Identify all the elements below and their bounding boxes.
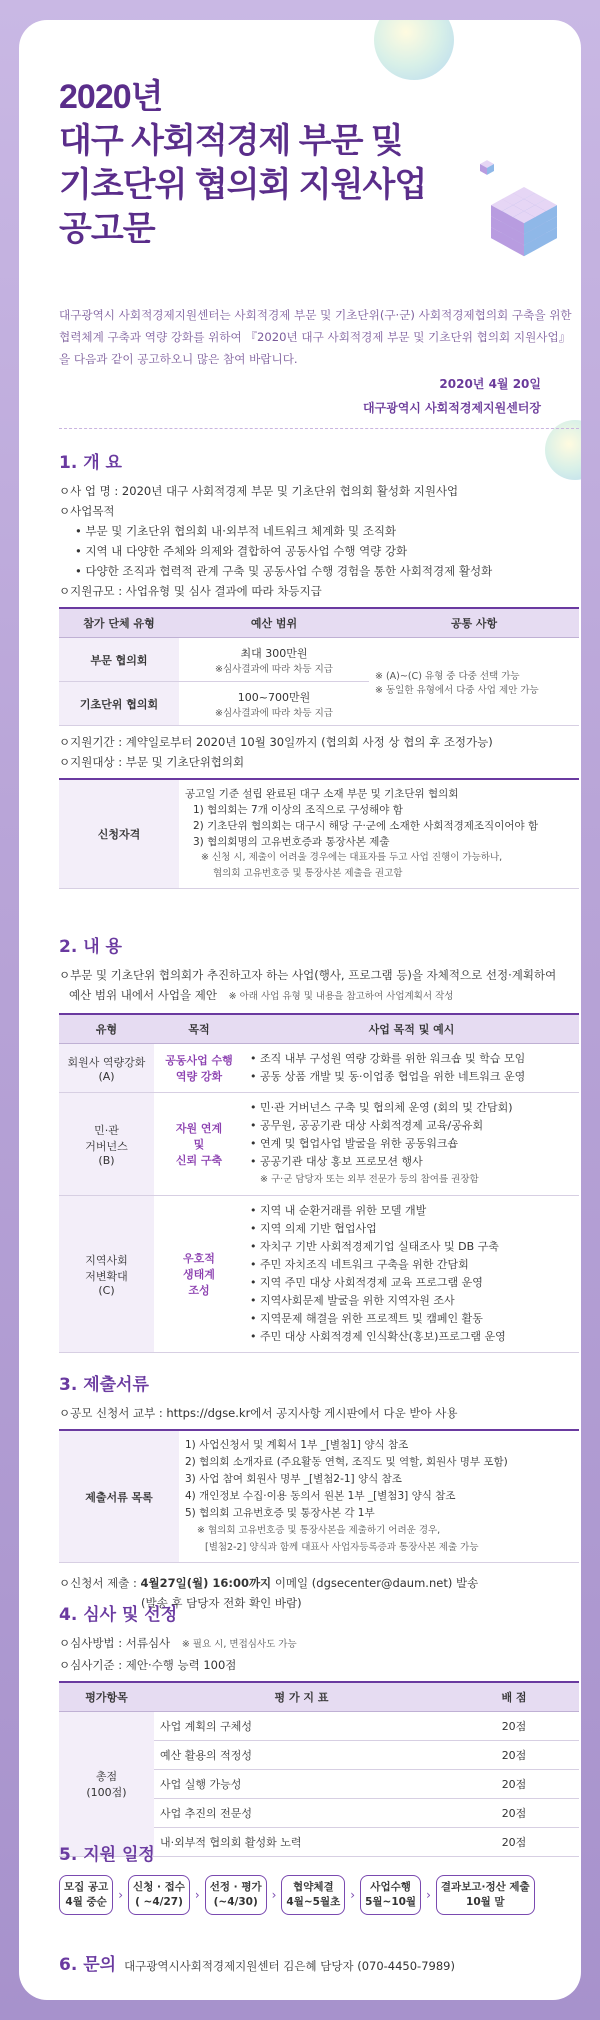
schedule-step: [205, 1875, 267, 1915]
example-item: • 주민 자치조직 네트워크 구축을 위한 간담회: [250, 1258, 469, 1271]
table-cell: [179, 682, 369, 726]
table-header: 공통 사항: [369, 608, 579, 638]
score-cell: 20점: [449, 1828, 579, 1857]
table-row: [59, 1712, 579, 1741]
table-header: 예산 범위: [179, 608, 369, 638]
example-item: • 연계 및 협업사업 발굴을 위한 공동워크숍: [250, 1137, 459, 1150]
step-period: ( ~4/27): [135, 1896, 183, 1908]
submission-note: (발송 후 담당자 전화 확인 바람): [141, 1596, 302, 1610]
example-item: • 지역문제 해결을 위한 프로젝트 및 캠페인 활동: [250, 1312, 483, 1325]
qualification-table: [59, 778, 579, 889]
table-header: 배 점: [449, 1682, 579, 1712]
content-description-2: 예산 범위 내에서 사업을 제안: [69, 988, 217, 1002]
example-item: • 지역사회문제 발굴을 위한 지역자원 조사: [250, 1294, 455, 1307]
step-period: 10월 말: [466, 1896, 505, 1908]
evaluation-criteria: ㅇ심사기준 : 제안·수행 능력 100점: [59, 1658, 237, 1672]
total-points: (100점): [86, 1786, 127, 1799]
table-header: 참가 단체 유형: [59, 608, 179, 638]
budget-note: ※심사결과에 따라 차등 지급: [215, 663, 333, 675]
hero-title: [59, 75, 426, 251]
document-note: ※ 협의회 고유번호증 및 통장사본을 제출하기 어려운 경우,: [197, 1525, 441, 1536]
criterion-cell: 사업 실행 가능성: [154, 1770, 449, 1799]
budget-amount: 100~700만원: [237, 690, 311, 704]
section-schedule: [59, 1840, 579, 1915]
form-download-notice: ㅇ공모 신청서 교부 : https://dgse.kr에서 공지사항 게시판에서 다운 받아 사용: [59, 1406, 458, 1420]
example-cell: [244, 1093, 579, 1196]
title-year: 2020년: [59, 78, 163, 116]
document-item: 1) 사업신청서 및 계획서 1부 _[별첨1] 양식 참조: [185, 1439, 409, 1451]
example-cell: [244, 1196, 579, 1353]
submission-prefix: ㅇ신청서 제출 :: [59, 1576, 141, 1590]
document-note: [별첨2-2] 양식과 함께 대표사 사업자등록증과 통장사본 제출 가능: [205, 1542, 479, 1553]
score-cell: 20점: [449, 1712, 579, 1741]
type-cell: [59, 1196, 154, 1353]
schedule-step: [59, 1875, 113, 1915]
section-title: 2. 내 용: [59, 937, 122, 957]
support-target: ㅇ지원대상 : 부문 및 기초단위협의회: [59, 755, 245, 769]
table-header: 사업 목적 및 예시: [244, 1014, 579, 1044]
evaluation-method: ㅇ심사방법 : 서류심사: [59, 1636, 171, 1650]
table-header: 유형: [59, 1014, 154, 1044]
step-label: 모집 공고: [64, 1881, 109, 1893]
type-line: (A): [98, 1069, 115, 1083]
score-cell: 20점: [449, 1799, 579, 1828]
project-type-table: [59, 1013, 579, 1353]
title-line-1: 대구 사회적경제 부문 및: [59, 122, 403, 160]
table-cell: 신청자격: [59, 779, 179, 889]
budget-amount: 최대 300만원: [240, 646, 308, 660]
intro-paragraph: 대구광역시 사회적경제지원센터는 사회적경제 부문 및 기초단위(구·군) 사회적경제협의회 구축을 위한 협력체계 구축과 역량 강화를 위하여 『2020년 대구 사회적경제 부문 및 기초단위 협의회 지원사업』을 다음과 같이 공고하오니 많은 참여 바랍니다.: [59, 308, 572, 366]
type-line: 민·관: [94, 1123, 119, 1137]
criterion-cell: 내·외부적 협의회 활성화 노력: [154, 1828, 449, 1857]
notice-card: [19, 20, 581, 2000]
schedule-step: [128, 1875, 190, 1915]
section-title: 1. 개 요: [59, 453, 122, 473]
document-item: 4) 개인정보 수집·이용 동의서 원본 1부 _[별첨3] 양식 참조: [185, 1490, 456, 1502]
schedule-step: [436, 1875, 535, 1915]
type-cell: [59, 1093, 154, 1196]
step-label: 사업수행: [370, 1881, 411, 1893]
section-title: 3. 제출서류: [59, 1375, 149, 1395]
table-cell: 제출서류 목록: [59, 1430, 179, 1563]
criterion-cell: 예산 활용의 적정성: [154, 1741, 449, 1770]
qualification-content: [179, 779, 579, 889]
section-title: 4. 심사 및 선정: [59, 1605, 178, 1625]
example-item: • 조직 내부 구성원 역량 강화를 위한 워크숍 및 학습 모임: [250, 1052, 526, 1065]
criterion-cell: 사업 계획의 구체성: [154, 1712, 449, 1741]
common-note: ※ 동일한 유형에서 다중 사업 제안 가능: [375, 684, 539, 696]
common-notes: [369, 638, 579, 726]
arrow-right-icon: ›: [350, 1888, 356, 1902]
qualification-note: 협의회 고유번호증 및 통장사본 제출을 권고함: [213, 868, 403, 879]
submission-deadline: 4월27일(월) 16:00까지: [140, 1576, 272, 1590]
example-item: • 공무원, 공공기관 대상 사회적경제 교육/공유회: [250, 1119, 484, 1132]
common-note: ※ (A)~(C) 유형 중 다중 선택 가능: [375, 670, 520, 682]
example-item: • 민·관 거버넌스 구축 및 협의체 운영 (회의 및 간담회): [250, 1101, 513, 1114]
section-documents: [59, 1370, 579, 1613]
purpose-line: 신뢰 구축: [175, 1154, 223, 1167]
table-header: 목적: [154, 1014, 244, 1044]
purpose-cell: [154, 1093, 244, 1196]
project-name: ㅇ사 업 명 : 2020년 대구 사회적경제 부문 및 기초단위 협의회 활성화 지원사업: [59, 484, 459, 498]
type-cell: [59, 1044, 154, 1093]
table-header: 평 가 지 표: [154, 1682, 449, 1712]
score-cell: 20점: [449, 1741, 579, 1770]
title-line-3: 공고문: [59, 210, 155, 248]
total-label: 총점: [95, 1770, 118, 1783]
purpose-line: 역량 강화: [175, 1070, 223, 1083]
documents-table: [59, 1429, 579, 1563]
qualification-item: 3) 협의회명의 고유번호증과 통장사본 제출: [193, 836, 390, 848]
example-item: • 지역 의제 기반 협업사업: [250, 1222, 377, 1235]
step-label: 협약체결: [293, 1881, 334, 1893]
example-item: • 공동 상품 개발 및 동·이업종 협업을 위한 네트워크 운영: [250, 1070, 526, 1083]
content-description: ㅇ부문 및 기초단위 협의회가 추진하고자 하는 사업(행사, 프로그램 등)을 자체적으로 선정·계획하여: [59, 968, 557, 982]
cube-illustration: [459, 150, 581, 280]
step-label: 신청 · 접수: [133, 1881, 185, 1893]
type-line: (C): [98, 1283, 115, 1297]
type-line: 지역사회: [85, 1253, 128, 1267]
document-item: 3) 사업 참여 회원사 명부 _[별첨2-1] 양식 참조: [185, 1473, 402, 1485]
purpose-line: 공동사업 수행: [165, 1054, 233, 1067]
example-item: • 지역 내 순환거래를 위한 모델 개발: [250, 1204, 427, 1217]
purpose-line: 조성: [188, 1284, 210, 1297]
arrow-right-icon: ›: [426, 1888, 431, 1902]
score-cell: 20점: [449, 1770, 579, 1799]
evaluation-method-note: ※ 필요 시, 면접심사도 가능: [181, 1639, 297, 1650]
step-label: 선정 · 평가: [209, 1881, 262, 1893]
example-item: • 공공기관 대상 홍보 프로모션 행사: [250, 1155, 423, 1168]
documents-list: [179, 1430, 579, 1563]
qualification-item: 공고일 기준 설립 완료된 대구 소재 부문 및 기초단위 협의회: [185, 788, 459, 800]
step-period: 4월~5월초: [286, 1896, 341, 1908]
purpose-line: 자원 연계: [175, 1122, 223, 1135]
example-item: • 자치구 기반 사회적경제기업 실태조사 및 DB 구축: [250, 1240, 499, 1253]
purpose-cell: [154, 1196, 244, 1353]
qualification-item: 1) 협의회는 7개 이상의 조직으로 구성해야 함: [193, 804, 403, 816]
example-note: ※ 구·군 담당자 또는 외부 전문가 등의 참여를 권장함: [260, 1174, 479, 1185]
purpose-item: • 지역 내 다양한 주체와 의제와 결합하여 공동사업 수행 역량 강화: [75, 544, 408, 558]
section-title: 6. 문의: [59, 1955, 117, 1975]
organization-name: 대구광역시 사회적경제지원센터장: [362, 401, 541, 415]
type-line: (B): [98, 1153, 115, 1167]
purpose-line: 및: [193, 1138, 205, 1151]
example-item: • 주민 대상 사회적경제 인식확산(홍보)프로그램 운영: [250, 1330, 506, 1343]
table-header: 평가항목: [59, 1682, 154, 1712]
table-cell: 부문 협의회: [59, 638, 179, 682]
purpose-cell: [154, 1044, 244, 1093]
section-content: [59, 932, 579, 1353]
document-item: 2) 협의회 소개자료 (주요활동 연혁, 조직도 및 역할, 회원사 명부 포함): [185, 1456, 508, 1468]
qualification-note: ※ 신청 시, 제출이 어려울 경우에는 대표자를 두고 사업 진행이 가능하나,: [201, 852, 503, 863]
type-line: 회원사 역량강화: [67, 1055, 146, 1069]
submission-method: 이메일 (dgsecenter@daum.net) 발송: [271, 1576, 479, 1590]
arrow-right-icon: ›: [118, 1888, 124, 1902]
type-line: 저변확대: [85, 1269, 128, 1283]
support-period: ㅇ지원기간 : 계약일로부터 2020년 10월 30일까지 (협의회 사정 상 협의 후 조정가능): [59, 735, 493, 749]
table-cell: 기초단위 협의회: [59, 682, 179, 726]
document-item: 5) 협의회 고유번호증 및 통장사본 각 1부: [185, 1507, 375, 1519]
submission-info: [59, 1573, 579, 1593]
section-evaluation: [59, 1600, 579, 1857]
example-item: • 지역 주민 대상 사회적경제 교육 프로그램 운영: [250, 1276, 483, 1289]
section-divider: [59, 428, 579, 429]
announcement-date-block: [363, 372, 541, 420]
table-cell: [179, 638, 369, 682]
purpose-line: 우호적: [183, 1252, 215, 1265]
purpose-line: 생태계: [183, 1268, 215, 1281]
decorative-sphere-top: [374, 20, 454, 80]
contact-info: 대구광역시사회적경제지원센터 김은혜 담당자 (070-4450-7989): [124, 1959, 455, 1973]
section-overview: [59, 448, 579, 889]
step-period: (~4/30): [213, 1896, 258, 1908]
announcement-date: 2020년 4월 20일: [439, 377, 541, 391]
step-label: 결과보고·정산 제출: [440, 1881, 530, 1893]
step-period: 4월 중순: [65, 1896, 107, 1908]
title-line-2: 기초단위 협의회 지원사업: [59, 166, 427, 204]
support-scale: ㅇ지원규모 : 사업유형 및 심사 결과에 따라 차등지급: [59, 584, 322, 598]
schedule-step: [360, 1875, 421, 1915]
evaluation-method-line: [59, 1633, 579, 1655]
budget-table: [59, 607, 579, 726]
budget-note: ※심사결과에 따라 차등 지급: [215, 707, 333, 719]
purpose-item: • 다양한 조직과 협력적 관계 구축 및 공동사업 수행 경험을 통한 사회적경제 활성화: [75, 564, 493, 578]
section-title: 5. 지원 일정: [59, 1845, 155, 1865]
type-line: 거버넌스: [85, 1139, 128, 1153]
evaluation-table: [59, 1681, 579, 1857]
step-period: 5월~10월: [365, 1896, 417, 1908]
purpose-item: • 부문 및 기초단위 협의회 내·외부적 네트워크 체계화 및 조직화: [75, 524, 397, 538]
total-score-cell: [59, 1712, 154, 1857]
schedule-steps: [59, 1875, 579, 1915]
content-description-line: [59, 985, 579, 1007]
example-cell: [244, 1044, 579, 1093]
qualification-item: 2) 기초단위 협의회는 대구시 해당 구·군에 소재한 사회적경제조직이어야 함: [193, 820, 539, 832]
section-contact: [59, 1950, 579, 1976]
schedule-step: [281, 1875, 345, 1915]
criterion-cell: 사업 추진의 전문성: [154, 1799, 449, 1828]
arrow-right-icon: ›: [194, 1888, 200, 1902]
arrow-right-icon: ›: [271, 1888, 277, 1902]
content-note: ※ 아래 사업 유형 및 내용을 참고하여 사업계획서 작성: [228, 991, 454, 1002]
project-purpose-label: ㅇ사업목적: [59, 504, 115, 518]
